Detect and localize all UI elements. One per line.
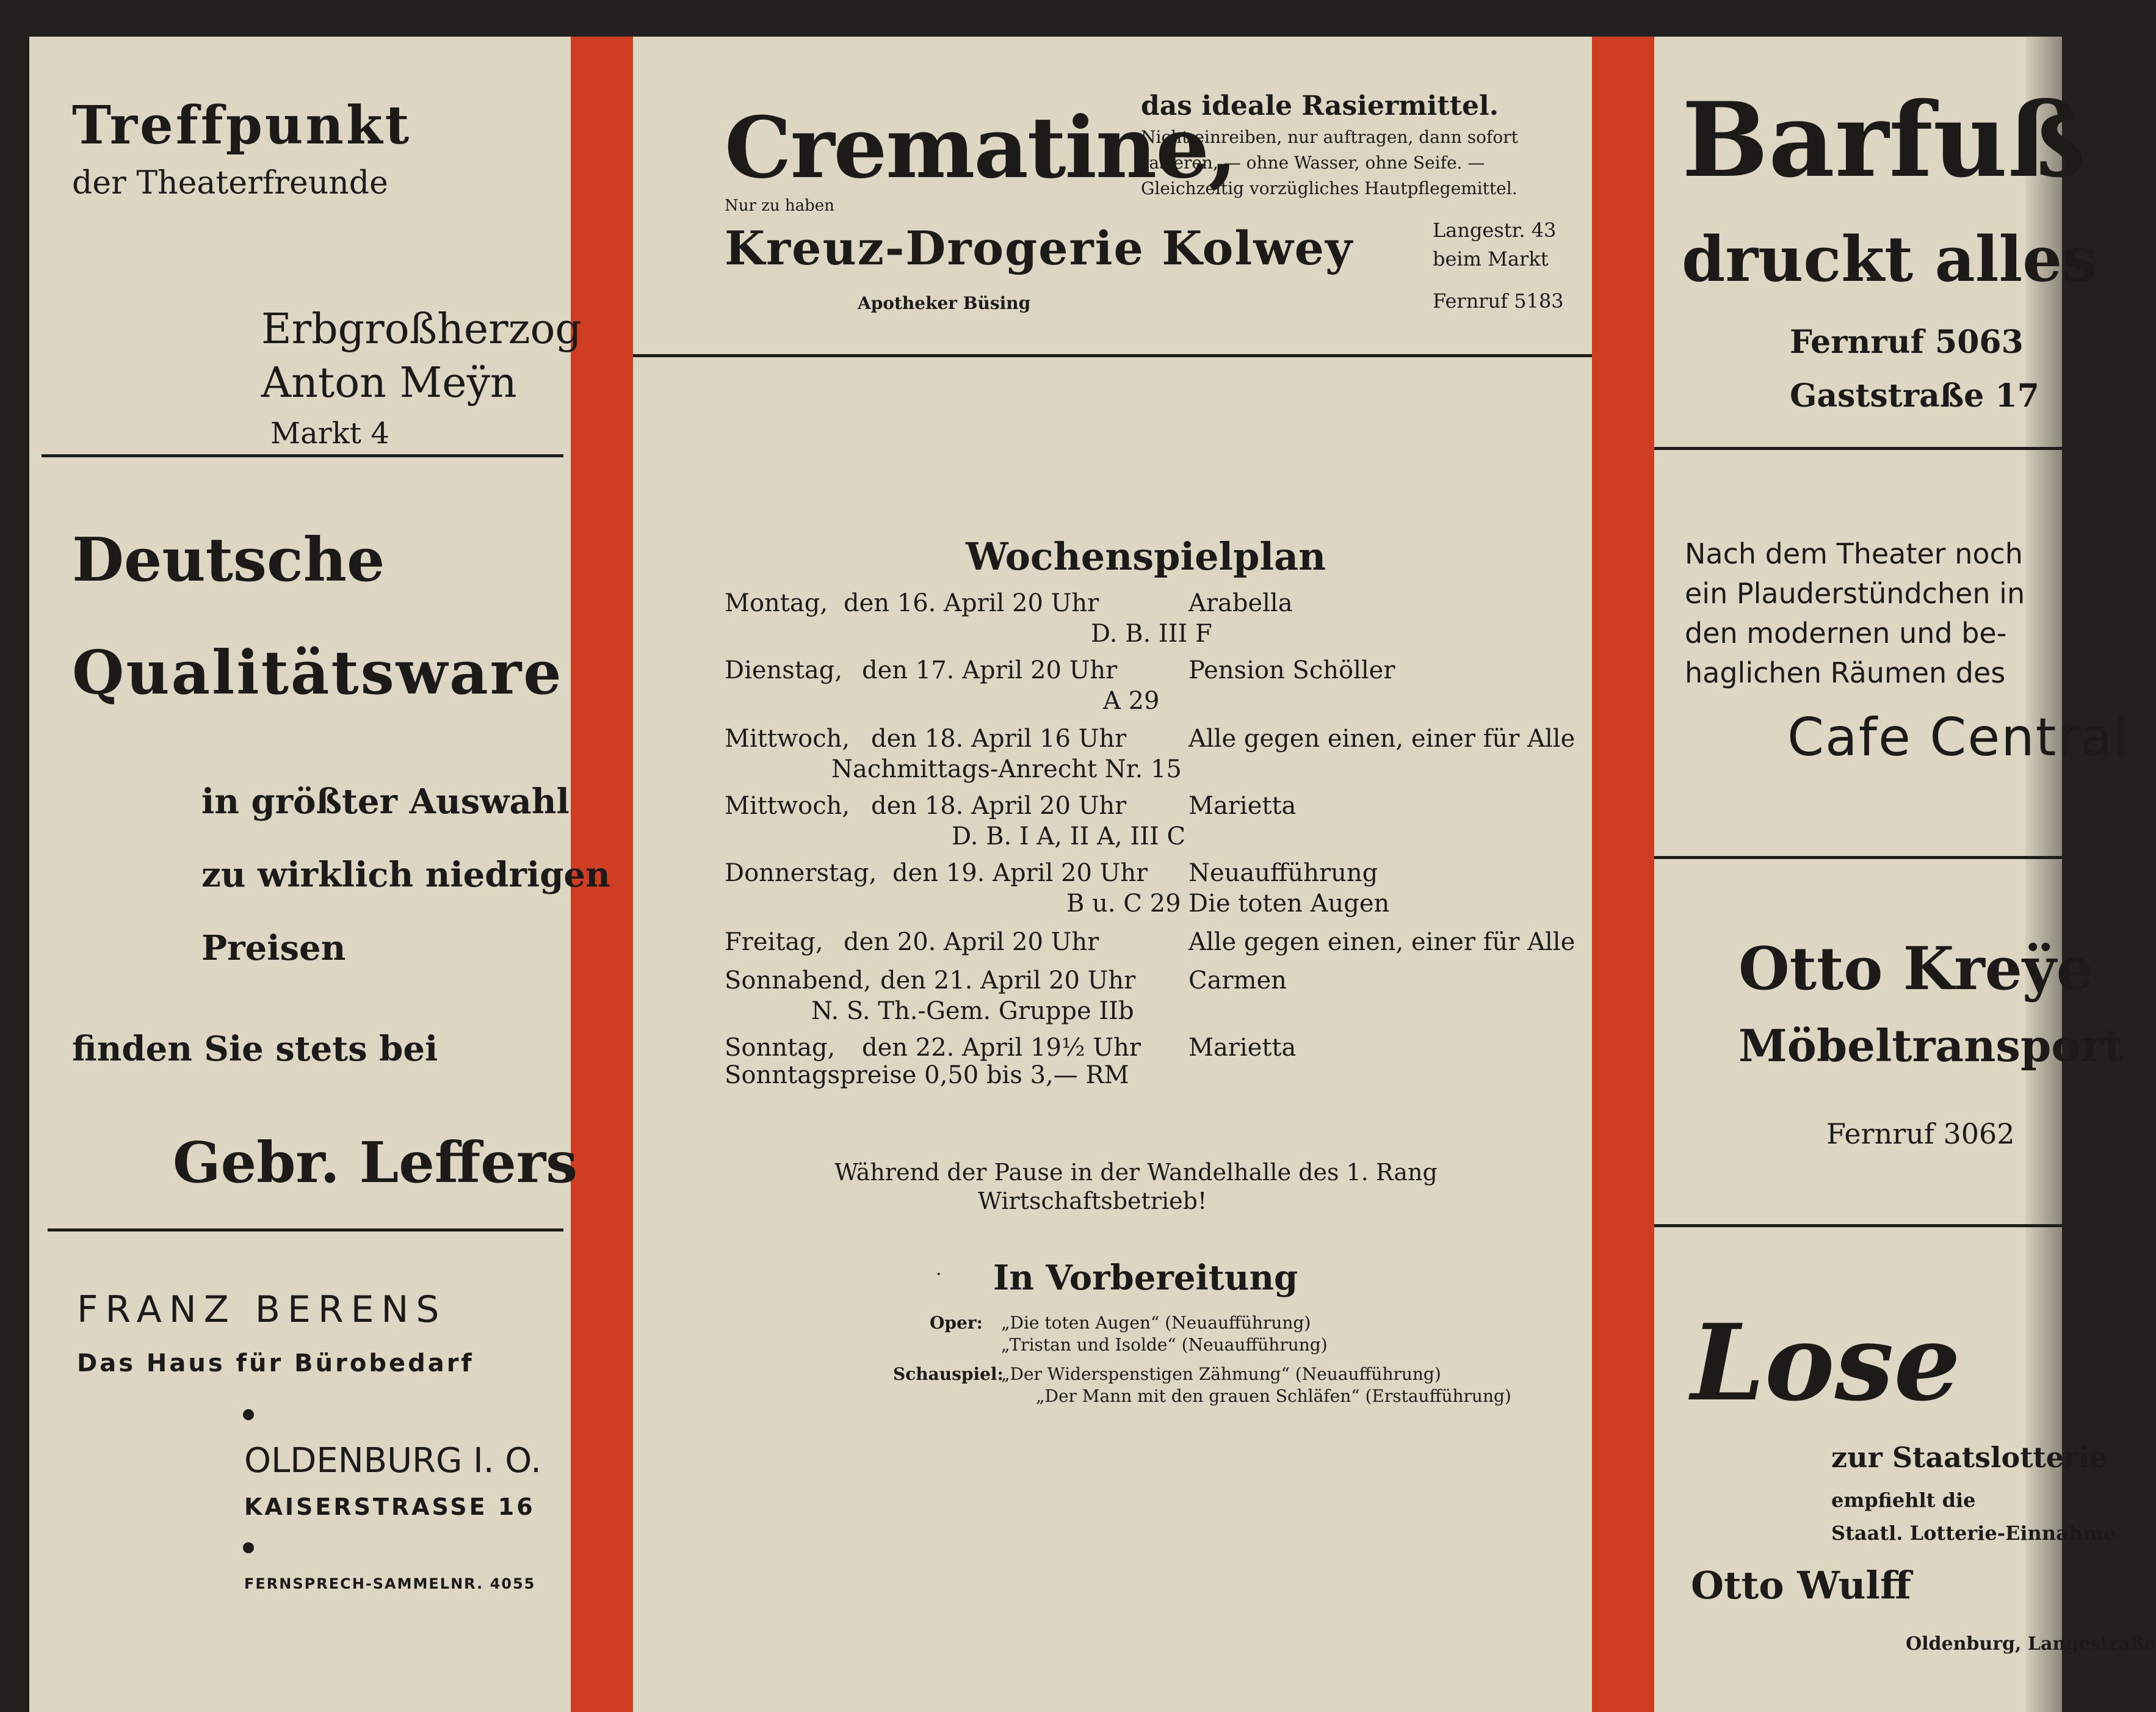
- schedule-row: [725, 859, 1579, 923]
- treffpunkt-headline: Treffpunkt: [72, 95, 412, 156]
- leffers-line2: Qualitätsware: [72, 638, 563, 708]
- left-column: [29, 37, 610, 1712]
- schedule-date: den 18. April 20 Uhr: [871, 792, 1127, 820]
- schedule-row: [725, 1034, 1579, 1098]
- prep-oper2: „Tristan und Isolde“ (Neuaufführung): [1001, 1335, 1328, 1355]
- barfuss-address: Gaststraße 17: [1790, 377, 2039, 415]
- red-divider-right: [1592, 37, 1654, 1712]
- berens-tagline: Das Haus für Bürobedarf: [77, 1349, 474, 1377]
- prep-oper1: „Die toten Augen“ (Neuaufführung): [1001, 1313, 1311, 1333]
- schedule-row: [725, 725, 1579, 789]
- schedule-subscription: Sonntagspreise 0,50 bis 3,— RM: [725, 1061, 1129, 1089]
- crematine-owner: Apotheker Büsing: [858, 293, 1031, 313]
- plan-title: Wochenspielplan: [966, 534, 1326, 579]
- prep-schau-label: Schauspiel:: [893, 1364, 1004, 1384]
- cafe-line4: haglichen Räumen des: [1685, 656, 2006, 689]
- program-page: [29, 37, 2156, 1712]
- divider: [1654, 1224, 2062, 1227]
- schedule-row: [725, 967, 1579, 1031]
- barfuss-phone: Fernruf 5063: [1790, 324, 2024, 361]
- crematine-addr1: Langestr. 43: [1433, 219, 1557, 242]
- schedule-show-title: Die toten Augen: [1188, 890, 1390, 918]
- schedule-subscription: D. B. I A, II A, III C: [952, 822, 1186, 851]
- schedule-subscription: N. S. Th.-Gem. Gruppe IIb: [811, 997, 1134, 1025]
- schedule-table: [725, 589, 1579, 1114]
- prep-schau1: „Der Widerspenstigen Zähmung“ (Neuaufführung): [1001, 1364, 1441, 1384]
- schedule-date: den 22. April 19½ Uhr: [862, 1034, 1141, 1062]
- lose-address: Oldenburg, Langestraße: [1906, 1633, 2156, 1655]
- crematine-phone: Fernruf 5183: [1433, 289, 1564, 313]
- crematine-only: Nur zu haben: [725, 197, 834, 215]
- schedule-day: Mittwoch,: [725, 725, 850, 753]
- cafe-line1: Nach dem Theater noch: [1685, 537, 2023, 570]
- schedule-date: den 16. April 20 Uhr: [844, 589, 1099, 617]
- schedule-date: den 19. April 20 Uhr: [892, 859, 1148, 887]
- crematine-line4: Gleichzeitig vorzügliches Hautpflegemittel.: [1141, 178, 1518, 198]
- schedule-day: Sonnabend,: [725, 967, 872, 995]
- divider: [1654, 856, 2062, 859]
- pause-note-line2: Wirtschaftsbetrieb!: [978, 1188, 1207, 1214]
- schedule-subscription: B u. C 29: [1066, 890, 1181, 918]
- schedule-subscription: Nachmittags-Anrecht Nr. 15: [831, 755, 1182, 783]
- leffers-line3: in größter Auswahl: [201, 782, 570, 822]
- schedule-date: den 20. April 20 Uhr: [844, 928, 1099, 956]
- crematine-brand: Crematine,: [725, 98, 1237, 197]
- schedule-show: Alle gegen einen, einer für Alle: [1188, 928, 1575, 956]
- schedule-date: den 21. April 20 Uhr: [880, 967, 1136, 995]
- schedule-date: den 17. April 20 Uhr: [862, 656, 1118, 684]
- crematine-addr2: beim Markt: [1433, 247, 1549, 270]
- crematine-line3: rasieren, — ohne Wasser, ohne Seife. —: [1141, 153, 1485, 173]
- berens-name: FRANZ BERENS: [77, 1288, 447, 1331]
- right-column: [1654, 37, 2156, 1712]
- center-column: [633, 37, 1592, 1712]
- leffers-line4: zu wirklich niedrigen: [201, 855, 610, 895]
- lose-name: Otto Wulff: [1691, 1563, 1911, 1608]
- schedule-day: Donnerstag,: [725, 859, 877, 887]
- berens-street: KAISERSTRASSE 16: [244, 1493, 535, 1520]
- schedule-day: Sonntag,: [725, 1034, 836, 1062]
- berens-phone: FERNSPRECH-SAMMELNR. 4055: [244, 1575, 536, 1592]
- prep-schau2: „Der Mann mit den grauen Schläfen“ (Erstaufführung): [1036, 1386, 1511, 1406]
- schedule-day: Dienstag,: [725, 656, 843, 684]
- barfuss-tagline: druckt alles: [1682, 223, 2097, 296]
- schedule-show: Arabella: [1188, 589, 1293, 617]
- schedule-show: Marietta: [1188, 1034, 1297, 1062]
- kreye-tagline: Möbeltransport: [1738, 1020, 2124, 1072]
- leffers-line5: Preisen: [201, 928, 346, 968]
- schedule-day: Freitag,: [725, 928, 823, 956]
- crematine-store: Kreuz-Drogerie Kolwey: [725, 221, 1354, 275]
- schedule-show: Marietta: [1188, 792, 1297, 820]
- crematine-tagline: das ideale Rasiermittel.: [1141, 90, 1499, 122]
- lose-line3: Staatl. Lotterie-Einnahme: [1831, 1522, 2116, 1545]
- schedule-row: [725, 589, 1579, 653]
- prep-title: In Vorbereitung: [993, 1258, 1298, 1298]
- schedule-day: Mittwoch,: [725, 792, 850, 820]
- schedule-subscription: D. B. III F: [1091, 620, 1212, 648]
- barfuss-name: Barfuß: [1682, 79, 2086, 200]
- decorative-dot: ·: [936, 1264, 942, 1285]
- leffers-line6: finden Sie stets bei: [72, 1029, 438, 1069]
- treffpunkt-name2: Anton Meÿn: [261, 359, 517, 407]
- schedule-subscription: A 29: [1103, 687, 1160, 715]
- leffers-firm: Gebr. Leffers: [173, 1130, 578, 1195]
- divider: [1654, 447, 2062, 450]
- bullet: [243, 1542, 254, 1553]
- schedule-show: Pension Schöller: [1188, 656, 1395, 684]
- schedule-row: [725, 792, 1579, 856]
- leffers-line1: Deutsche: [72, 525, 385, 595]
- schedule-row: [725, 928, 1579, 962]
- kreye-name: Otto Kreÿe: [1738, 934, 2094, 1003]
- cafe-line3: den modernen und be-: [1685, 617, 2007, 650]
- treffpunkt-name1: Erbgroßherzog: [261, 305, 582, 354]
- cafe-line2: ein Plauderstündchen in: [1685, 577, 2025, 610]
- kreye-phone: Fernruf 3062: [1826, 1117, 2015, 1150]
- berens-city: OLDENBURG I. O.: [244, 1441, 541, 1481]
- bullet: [243, 1409, 254, 1420]
- schedule-show: Carmen: [1188, 967, 1287, 995]
- pause-note-line1: Während der Pause in der Wandelhalle des 1. Rang: [834, 1159, 1438, 1186]
- lose-head: Lose: [1691, 1300, 1961, 1424]
- prep-oper-label: Oper:: [930, 1313, 983, 1333]
- crematine-line2: Nicht einreiben, nur auftragen, dann sofort: [1141, 127, 1518, 147]
- treffpunkt-address: Markt 4: [270, 416, 389, 451]
- treffpunkt-sub: der Theaterfreunde: [72, 165, 388, 201]
- schedule-row: [725, 656, 1579, 720]
- schedule-date: den 18. April 16 Uhr: [871, 725, 1127, 753]
- schedule-show: Neuaufführung: [1188, 859, 1378, 887]
- divider: [48, 1228, 563, 1231]
- schedule-day: Montag,: [725, 589, 828, 617]
- lose-line1: zur Staatslotterie: [1831, 1441, 2107, 1474]
- divider: [633, 354, 1592, 357]
- divider: [42, 454, 563, 457]
- lose-line2: empfiehlt die: [1831, 1489, 1976, 1512]
- cafe-name: Cafe Central: [1787, 707, 2130, 768]
- schedule-show: Alle gegen einen, einer für Alle: [1188, 725, 1575, 753]
